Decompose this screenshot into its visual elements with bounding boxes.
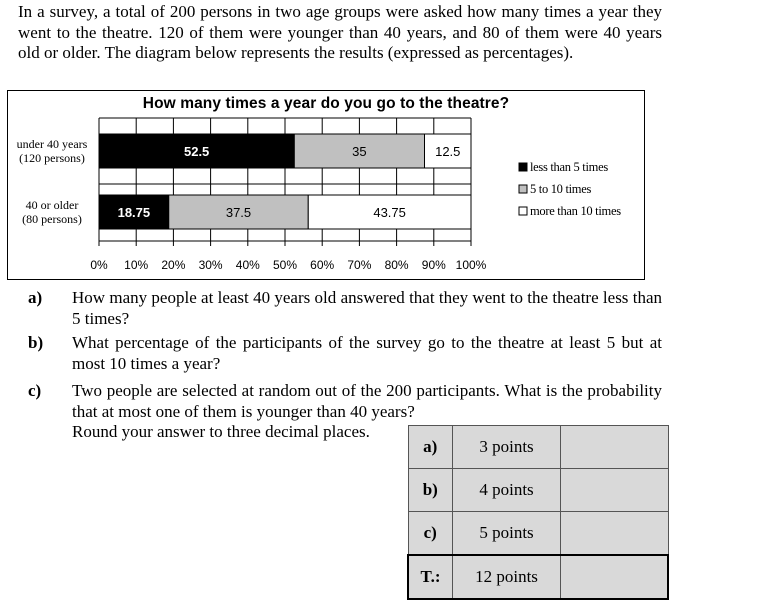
rounding-note-text: Round your answer to three decimal places. [72, 422, 370, 441]
intro-paragraph: In a survey, a total of 200 persons in two age groups were asked how many times a year they went to the theatre. 120 of them were younger than 40 years, and 80 of them were 40 years old or older. The diagram below represents the results (expressed as percentages). [18, 2, 662, 62]
x-tick-label: 20% [161, 258, 186, 272]
x-tick-label: 60% [310, 258, 335, 272]
score-part: a) [408, 426, 453, 469]
score-row [408, 469, 668, 512]
question-a-label: a) [28, 288, 43, 307]
rounding-note [72, 422, 402, 443]
score-row [408, 426, 668, 469]
category-label: 40 or older [25, 198, 79, 212]
score-total-label: T.: [408, 555, 453, 599]
score-points: 5 points [453, 512, 561, 556]
question-c-text: Two people are selected at random out of the 200 participants. What is the probability that at most one of them is younger than 40 years? [72, 381, 662, 421]
score-total-cell[interactable] [561, 555, 669, 599]
x-tick-label: 80% [384, 258, 409, 272]
score-total-row [408, 555, 668, 599]
legend-label: less than 5 times [530, 160, 608, 174]
x-tick-label: 10% [124, 258, 149, 272]
score-cell[interactable] [561, 426, 669, 469]
x-tick-label: 30% [198, 258, 223, 272]
category-label: (80 persons) [22, 212, 82, 226]
legend-label: 5 to 10 times [530, 182, 592, 196]
score-part: b) [408, 469, 453, 512]
data-label: 37.5 [225, 205, 252, 220]
legend-swatch [519, 185, 527, 193]
question-a-text: How many people at least 40 years old answered that they went to the theatre less than 5 times? [72, 288, 662, 328]
question-c-label: c) [28, 381, 42, 400]
legend-swatch [519, 163, 527, 171]
x-tick-label: 50% [272, 258, 298, 272]
question-b-label: b) [28, 333, 44, 352]
score-total-points: 12 points [453, 555, 561, 599]
legend-swatch [519, 207, 527, 215]
data-label: 52.5 [183, 144, 210, 159]
question-b-text: What percentage of the participants of the survey go to the theatre at least 5 but at most 10 times a year? [72, 333, 662, 373]
category-label: (120 persons) [19, 151, 85, 165]
score-table [407, 425, 669, 600]
score-points: 4 points [453, 469, 561, 512]
data-label: 35 [352, 144, 367, 159]
score-cell[interactable] [561, 512, 669, 556]
x-tick-label: 100% [455, 258, 487, 272]
data-label: 18.75 [117, 205, 151, 220]
legend-label: more than 10 times [530, 204, 621, 218]
score-cell[interactable] [561, 469, 669, 512]
chart-title: How many times a year do you go to the theatre? [142, 95, 510, 112]
data-label: 43.75 [373, 205, 406, 220]
chart-frame [7, 90, 645, 280]
x-tick-label: 0% [90, 258, 108, 272]
data-label: 12.5 [435, 144, 461, 159]
x-tick-label: 40% [235, 258, 260, 272]
x-tick-label: 70% [347, 258, 372, 272]
score-row [408, 512, 668, 556]
x-tick-label: 90% [421, 258, 446, 272]
stacked-bar-chart [8, 91, 644, 279]
score-part: c) [408, 512, 453, 556]
score-points: 3 points [453, 426, 561, 469]
category-label: under 40 years [16, 137, 88, 151]
